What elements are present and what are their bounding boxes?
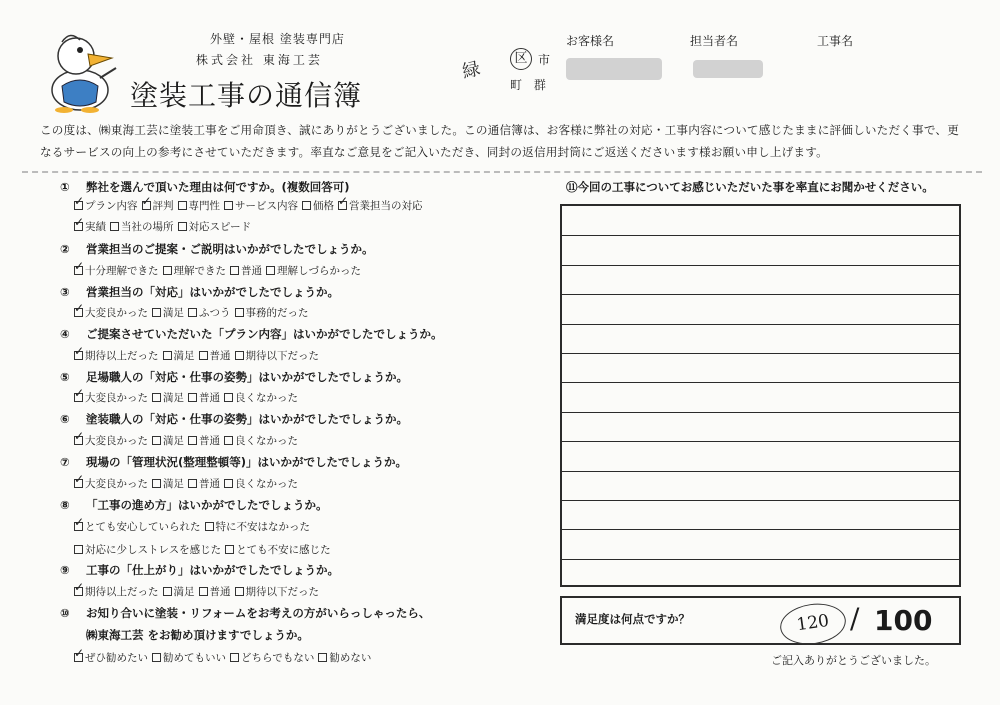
checkbox-icon[interactable]: [230, 266, 239, 275]
work-name-label: 工事名: [817, 34, 854, 48]
option-label: 普通: [209, 586, 231, 598]
option-q9-1[interactable]: [163, 584, 195, 599]
checkbox-icon[interactable]: [152, 393, 161, 402]
option-q8_row1-1[interactable]: [205, 519, 311, 534]
question-6: ⑥ 塗装職人の「対応・仕事の姿勢」はいかがでしたでしょうか。: [60, 412, 408, 426]
option-label: 事務的だった: [245, 307, 309, 319]
option-label: 期待以上だった: [85, 586, 159, 598]
option-q2-1[interactable]: [163, 263, 227, 278]
option-label: 良くなかった: [235, 392, 298, 404]
option-label: 良くなかった: [235, 435, 298, 447]
checkbox-icon[interactable]: [163, 587, 172, 596]
ruled-line: [562, 471, 959, 472]
option-label: 特に不安はなかった: [215, 521, 310, 533]
intro-paragraph: この度は、㈱東海工芸に塗装工事をご用命頂き、誠にありがとうございました。この通信簿は、お客様に弊社の対応・工事内容について感じたままに評価しいただく事で、更なるサービスの向上の参考にさせていただきます。率直なご意見をご記入いただき、同封の返信用封筒にご返送くださいます様お願い申し上げます。: [40, 123, 959, 159]
checkbox-icon[interactable]: [199, 587, 208, 596]
company-tagline: 外壁・屋根 塗装専門店: [210, 32, 345, 46]
score-question: 満足度は何点ですか？: [575, 612, 690, 626]
option-q1_row1-2[interactable]: [178, 198, 221, 213]
option-label: ぜひ勧めたい: [85, 652, 148, 664]
checkbox-icon[interactable]: [74, 308, 83, 317]
option-label: 対応に少しストレスを感じた: [85, 544, 222, 556]
option-q4-2[interactable]: [199, 348, 231, 363]
checkbox-icon[interactable]: [163, 266, 172, 275]
duck-mascot-icon: [40, 28, 122, 114]
question-9: ⑨ 工事の「仕上がり」はいかがでしたでしょうか。: [60, 563, 339, 577]
option-q9-3[interactable]: [235, 584, 320, 599]
question-5: ⑤ 足場職人の「対応・仕事の姿勢」はいかがでしたでしょうか。: [60, 370, 408, 384]
option-q2-0[interactable]: [74, 263, 159, 278]
option-label: 大変良かった: [85, 435, 148, 447]
ruled-line: [562, 382, 959, 383]
option-label: 実績: [85, 221, 106, 233]
address-shi: 市: [538, 53, 551, 67]
question-11: ⑪今回の工事についてお感じいただいた事を率直にお聞かせください。: [566, 180, 934, 194]
ruled-line: [562, 265, 959, 266]
customer-name-redacted: [566, 58, 662, 80]
option-label: 満足: [163, 307, 184, 319]
checkbox-icon[interactable]: [338, 201, 347, 210]
question-7: ⑦ 現場の「管理状況(整理整頓等)」はいかがでしたでしょうか。: [60, 455, 408, 469]
dashed-divider: [22, 171, 982, 173]
option-q3-1[interactable]: [152, 305, 184, 320]
option-label: 満足: [173, 586, 195, 598]
option-q1_row2-0[interactable]: [74, 219, 106, 234]
checkbox-icon[interactable]: [188, 436, 197, 445]
checkbox-icon[interactable]: [178, 201, 187, 210]
q5-options: [74, 390, 302, 405]
option-q4-3[interactable]: [235, 348, 320, 363]
option-label: 十分理解できた: [85, 265, 159, 277]
option-q3-3[interactable]: [235, 305, 309, 320]
option-label: とても不安に感じた: [236, 544, 331, 556]
ruled-line: [562, 294, 959, 295]
option-q5-2[interactable]: [188, 390, 220, 405]
question-8: ⑧ 「工事の進め方」はいかがでしたでしょうか。: [60, 498, 328, 512]
checkbox-icon[interactable]: [74, 587, 83, 596]
option-q8_row1-0[interactable]: [74, 519, 201, 534]
staff-name-redacted: [693, 60, 763, 78]
option-q5-0[interactable]: [74, 390, 148, 405]
option-label: とても安心していられた: [85, 521, 201, 533]
checkbox-icon[interactable]: [235, 351, 244, 360]
option-label: 満足: [173, 350, 195, 362]
option-q1_row1-4[interactable]: [302, 198, 334, 213]
option-q5-3[interactable]: [224, 390, 298, 405]
question-4: ④ ご提案させていただいた「プラン内容」はいかがでしたでしょうか。: [60, 327, 443, 341]
option-q1_row1-1[interactable]: [142, 198, 174, 213]
option-q7-2[interactable]: [188, 476, 220, 491]
option-q1_row1-5[interactable]: [338, 198, 423, 213]
checkbox-icon[interactable]: [235, 587, 244, 596]
q7-options: [74, 476, 302, 491]
ruled-line: [562, 441, 959, 442]
option-label: 満足: [163, 435, 184, 447]
checkbox-icon[interactable]: [224, 201, 233, 210]
option-label: 大変良かった: [85, 307, 148, 319]
option-label: 理解できた: [173, 265, 226, 277]
option-label: 期待以下だった: [245, 586, 319, 598]
checkbox-icon[interactable]: [235, 308, 244, 317]
score-max: 100: [874, 604, 933, 637]
ruled-line: [562, 500, 959, 501]
checkbox-icon[interactable]: [74, 436, 83, 445]
checkbox-icon[interactable]: [74, 653, 83, 662]
option-label: 対応スピード: [188, 221, 252, 233]
option-label: 良くなかった: [235, 478, 298, 490]
checkbox-icon[interactable]: [199, 351, 208, 360]
checkbox-icon[interactable]: [74, 222, 83, 231]
option-q3-0[interactable]: [74, 305, 148, 320]
option-q5-1[interactable]: [152, 390, 184, 405]
option-q8_row2-1[interactable]: [225, 542, 331, 557]
ruled-line: [562, 412, 959, 413]
checkbox-icon[interactable]: [178, 222, 187, 231]
company-name: 株式会社 東海工芸: [196, 53, 323, 67]
option-q4-1[interactable]: [163, 348, 195, 363]
option-q6-3[interactable]: [224, 433, 298, 448]
staff-name-label: 担当者名: [690, 34, 739, 48]
checkbox-icon[interactable]: [142, 201, 151, 210]
option-q8_row2-0[interactable]: [74, 542, 221, 557]
checkbox-icon[interactable]: [152, 436, 161, 445]
checkbox-icon[interactable]: [205, 522, 214, 531]
address-ku-circled: 区: [510, 48, 532, 70]
checkbox-icon[interactable]: [74, 522, 83, 531]
question-10-cont: ㈱東海工芸 をお勧め頂けますでしょうか。: [86, 628, 309, 642]
checkbox-icon[interactable]: [224, 393, 233, 402]
option-label: 勧めない: [329, 652, 372, 664]
ruled-line: [562, 353, 959, 354]
ruled-line: [562, 529, 959, 530]
checkbox-icon[interactable]: [225, 545, 234, 554]
checkbox-icon[interactable]: [302, 201, 311, 210]
question-1: ① 弊社を選んで頂いた理由は何ですか。(複数回答可): [60, 180, 350, 194]
q8-options-row1: [74, 519, 314, 534]
checkbox-icon[interactable]: [74, 351, 83, 360]
option-q9-0[interactable]: [74, 584, 159, 599]
checkbox-icon[interactable]: [74, 393, 83, 402]
checkbox-icon[interactable]: [74, 545, 83, 554]
page-title: 塗装工事の通信簿: [130, 79, 363, 112]
checkbox-icon[interactable]: [152, 479, 161, 488]
ruled-line: [562, 324, 959, 325]
comment-box[interactable]: [560, 204, 961, 587]
q1-options-row2: [74, 219, 255, 234]
option-label: ふつう: [199, 307, 231, 319]
score-given[interactable]: 120: [778, 600, 849, 649]
checkbox-icon[interactable]: [188, 393, 197, 402]
option-label: 満足: [163, 478, 184, 490]
checkbox-icon[interactable]: [110, 222, 119, 231]
option-q1_row1-3[interactable]: [224, 198, 298, 213]
option-q6-1[interactable]: [152, 433, 184, 448]
option-q9-2[interactable]: [199, 584, 231, 599]
question-3: ③ 営業担当の「対応」はいかがでしたでしょうか。: [60, 285, 339, 299]
ruled-line: [562, 559, 959, 560]
q9-options: [74, 584, 323, 599]
thanks-note: ご記入ありがとうございました。: [771, 654, 936, 667]
checkbox-icon[interactable]: [230, 653, 239, 662]
option-q6-2[interactable]: [188, 433, 220, 448]
checkbox-icon[interactable]: [152, 653, 161, 662]
checkbox-icon[interactable]: [188, 308, 197, 317]
option-label: 価格: [313, 200, 334, 212]
option-q10-2[interactable]: [230, 650, 314, 665]
checkbox-icon[interactable]: [74, 201, 83, 210]
option-label: 普通: [199, 435, 220, 447]
option-q4-0[interactable]: [74, 348, 159, 363]
question-2: ② 営業担当のご提案・ご説明はいかがでしたでしょうか。: [60, 242, 374, 256]
q2-options: [74, 263, 365, 278]
q10-options: [74, 650, 375, 665]
option-label: 期待以上だった: [85, 350, 159, 362]
option-q3-2[interactable]: [188, 305, 231, 320]
q6-options: [74, 433, 302, 448]
checkbox-icon[interactable]: [224, 479, 233, 488]
option-label: 評判: [152, 200, 174, 212]
option-label: 大変良かった: [85, 478, 148, 490]
option-q6-0[interactable]: [74, 433, 148, 448]
score-separator: /: [850, 602, 860, 635]
option-q10-1[interactable]: [152, 650, 226, 665]
option-label: 満足: [163, 392, 184, 404]
option-q2-3[interactable]: [266, 263, 361, 278]
option-label: どちらでもない: [241, 652, 315, 664]
customer-name-label: お客様名: [566, 34, 615, 48]
ruled-line: [562, 235, 959, 236]
option-label: 理解しづらかった: [277, 265, 361, 277]
option-q2-2[interactable]: [230, 263, 262, 278]
option-label: 営業担当の対応: [349, 200, 423, 212]
option-q10-0[interactable]: [74, 650, 148, 665]
q1-options-row1: [74, 198, 427, 213]
q3-options: [74, 305, 313, 320]
option-label: 普通: [209, 350, 231, 362]
q4-options: [74, 348, 323, 363]
option-label: 大変良かった: [85, 392, 148, 404]
option-label: 普通: [241, 265, 262, 277]
option-label: 専門性: [188, 200, 220, 212]
option-q1_row1-0[interactable]: [74, 198, 138, 213]
checkbox-icon[interactable]: [318, 653, 327, 662]
checkbox-icon[interactable]: [266, 266, 275, 275]
q8-options-row2: [74, 542, 335, 557]
option-label: サービス内容: [235, 200, 298, 212]
option-q7-1[interactable]: [152, 476, 184, 491]
option-label: 期待以下だった: [245, 350, 319, 362]
option-label: 普通: [199, 392, 220, 404]
option-q7-3[interactable]: [224, 476, 298, 491]
checkbox-icon[interactable]: [74, 266, 83, 275]
checkbox-icon[interactable]: [188, 479, 197, 488]
option-label: 普通: [199, 478, 220, 490]
option-label: プラン内容: [85, 200, 138, 212]
address-cho-gun: 町 群: [510, 78, 550, 92]
checkbox-icon[interactable]: [152, 308, 161, 317]
option-q10-3[interactable]: [318, 650, 371, 665]
checkbox-icon[interactable]: [224, 436, 233, 445]
option-q7-0[interactable]: [74, 476, 148, 491]
checkbox-icon[interactable]: [163, 351, 172, 360]
address-handwriting: 緑: [460, 58, 483, 83]
option-label: 当社の場所: [121, 221, 174, 233]
checkbox-icon[interactable]: [74, 479, 83, 488]
option-q1_row2-1[interactable]: [110, 219, 174, 234]
option-label: 勧めてもいい: [163, 652, 226, 664]
question-10: ⑩ お知り合いに塗装・リフォームをお考えの方がいらっしゃったら、: [60, 606, 431, 620]
option-q1_row2-2[interactable]: [178, 219, 252, 234]
